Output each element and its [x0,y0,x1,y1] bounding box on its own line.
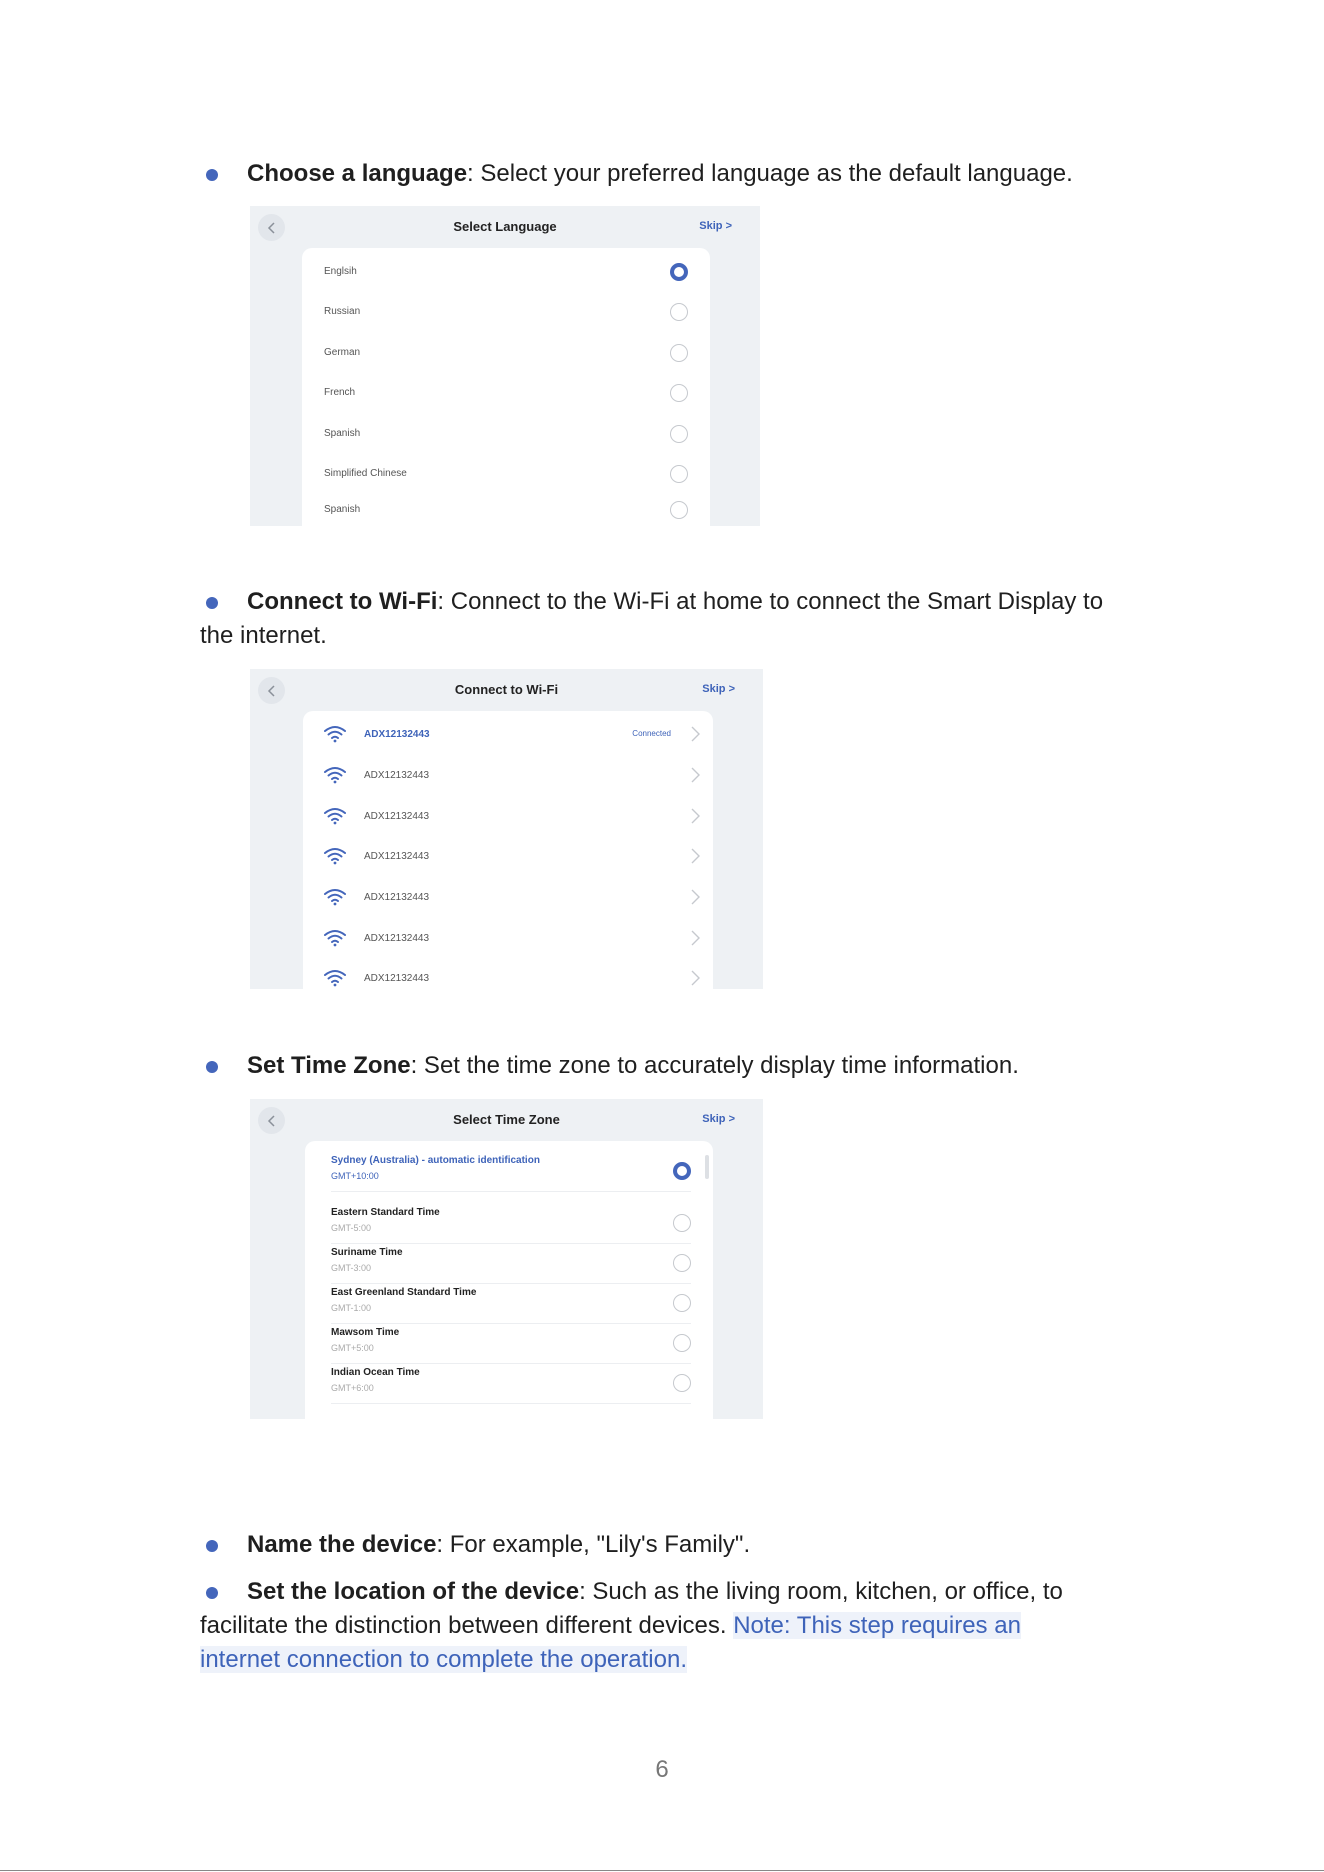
radio[interactable] [670,303,688,321]
wifi-icon [323,846,347,866]
wifi-network-item[interactable] [323,721,701,751]
wifi-ssid: ADX12132443 [364,851,430,862]
chevron-right-icon [689,725,701,743]
wifi-ssid: ADX12132443 [364,770,430,781]
connect-wifi-screenshot [250,669,763,989]
section-label: Choose a language [247,160,468,187]
wifi-icon [323,806,347,826]
wifi-network-item[interactable] [323,884,701,914]
radio[interactable] [670,344,688,362]
section-desc: : For example, "Lily's Family". [436,1531,751,1558]
radio[interactable] [670,465,688,483]
note-text-continued: internet connection to complete the operation. [200,1646,687,1673]
time-zone-list [305,1141,713,1419]
language-option[interactable]: Simplified Chinese [324,460,688,490]
radio[interactable] [670,425,688,443]
section-desc: : Select your preferred language as the default language. [467,160,1073,187]
chevron-right-icon [689,888,701,906]
section-label: Connect to Wi-Fi [247,588,438,615]
chevron-right-icon [689,847,701,865]
bullet-dot [206,597,218,609]
bullet-name-device [200,1528,1140,1562]
language-option[interactable]: Russian [324,298,688,328]
wifi-ssid: ADX12132443 [364,892,430,903]
radio[interactable] [673,1334,691,1352]
bullet-dot [206,1540,218,1552]
time-zone-option[interactable]: East Greenland Standard Time GMT-1:00 [331,1283,691,1324]
time-zone-option[interactable]: Eastern Standard Time GMT-5:00 [331,1203,691,1244]
time-zone-option[interactable]: Sydney (Australia) - automatic identification GMT+10:00 [331,1151,691,1192]
time-zone-option[interactable]: Mawsom Time GMT+5:00 [331,1323,691,1364]
wifi-network-item[interactable] [323,965,701,989]
screen-header [250,669,763,711]
wifi-icon [323,887,347,907]
radio-selected[interactable] [670,263,688,281]
screen-title: Connect to Wi-Fi [454,682,559,697]
skip-button[interactable]: Skip > [699,220,732,232]
section-desc-continued: facilitate the distinction between different devices. Note: This step requires an [200,1612,1021,1639]
radio[interactable] [670,501,688,519]
chevron-right-icon [689,807,701,825]
screen-header [250,206,760,248]
skip-button[interactable]: Skip > [702,1113,735,1125]
wifi-ssid: ADX12132443 [364,729,430,740]
section-desc: : Set the time zone to accurately display time information. [410,1052,1019,1079]
section-label: Name the device [247,1531,437,1558]
wifi-ssid: ADX12132443 [364,811,430,822]
wifi-network-item[interactable] [323,803,701,833]
language-option[interactable]: Spanish [324,496,688,526]
radio-selected[interactable] [673,1162,691,1180]
wifi-network-item[interactable] [323,925,701,955]
bullet-dot [206,1061,218,1073]
time-zone-option[interactable]: Indian Ocean Time GMT+6:00 [331,1363,691,1404]
section-desc: : Connect to the Wi-Fi at home to connect the Smart Display to [437,588,1104,615]
radio[interactable] [673,1294,691,1312]
wifi-icon [323,928,347,948]
chevron-right-icon [689,929,701,947]
section-desc: : Such as the living room, kitchen, or office, to [579,1578,1063,1605]
section-label: Set Time Zone [247,1052,411,1079]
time-zone-option[interactable]: Suriname Time GMT-3:00 [331,1243,691,1284]
bullet-dot [206,169,218,181]
note-text: Note: This step requires an [733,1612,1021,1639]
chevron-right-icon [689,969,701,987]
wifi-icon [323,765,347,785]
page-number: 6 [655,1756,669,1783]
section-desc-continued: the internet. [200,622,327,649]
bullet-set-time-zone [200,1049,1140,1083]
radio[interactable] [673,1374,691,1392]
language-option[interactable]: Spanish [324,420,688,450]
language-option[interactable]: Englsih [324,258,688,288]
wifi-network-item[interactable] [323,762,701,792]
wifi-icon [323,968,347,988]
language-option[interactable]: French [324,379,688,409]
bullet-set-location [200,1575,1140,1609]
wifi-network-item[interactable] [323,843,701,873]
radio[interactable] [670,384,688,402]
select-time-zone-screenshot [250,1099,763,1419]
skip-button[interactable]: Skip > [702,683,735,695]
bullet-dot [206,1587,218,1599]
scrollbar[interactable] [705,1155,709,1179]
radio[interactable] [673,1214,691,1232]
wifi-ssid: ADX12132443 [364,973,430,984]
wifi-status: Connected [632,729,671,738]
language-option[interactable]: German [324,339,688,369]
page-bottom-rule [0,1870,1324,1871]
wifi-network-list [303,711,713,989]
screen-header [250,1099,763,1141]
bullet-connect-wifi [200,585,1140,619]
radio[interactable] [673,1254,691,1272]
chevron-right-icon [689,766,701,784]
wifi-ssid: ADX12132443 [364,933,430,944]
wifi-icon [323,724,347,744]
bullet-choose-language [200,157,1140,191]
section-label: Set the location of the device [247,1578,580,1605]
select-language-screenshot [250,206,760,526]
screen-title: Select Time Zone [453,1112,560,1127]
language-list [302,248,710,526]
screen-title: Select Language [453,219,557,234]
